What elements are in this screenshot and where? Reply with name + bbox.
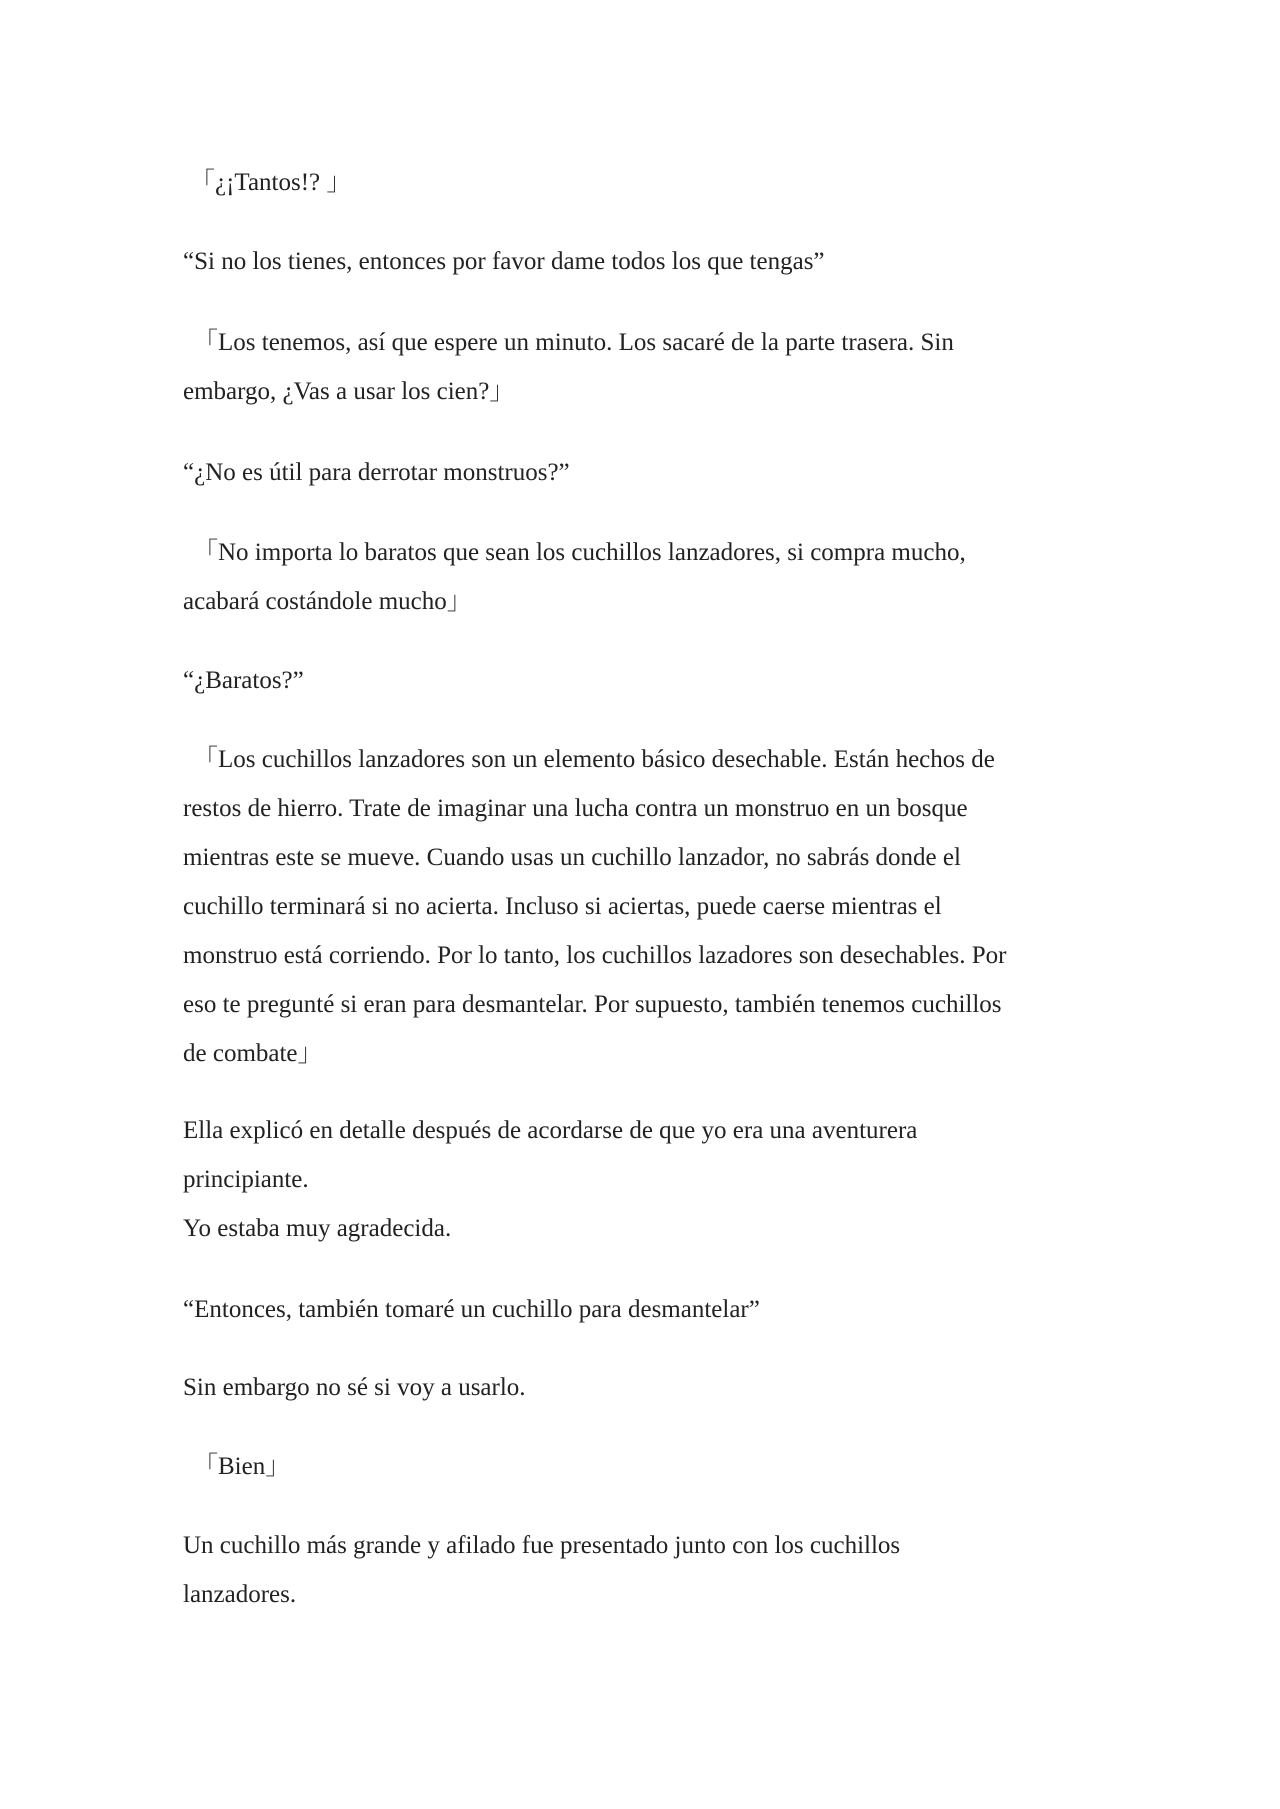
text-line: lanzadores.	[183, 1581, 297, 1608]
text-line: acabará costándole mucho」	[183, 588, 472, 615]
text-line: 「¿¡Tantos!? 」	[190, 169, 352, 196]
text-line: 「Los cuchillos lanzadores son un elemento básico desechable. Están hechos de	[193, 746, 995, 773]
paragraph-10	[183, 1363, 1113, 1412]
text-line: eso te pregunté si eran para desmantelar. Por supuesto, también tenemos cuchillos	[183, 991, 1002, 1018]
paragraph-3	[183, 318, 1123, 416]
text-line: de combate」	[183, 1040, 323, 1067]
text-line: mientras este se mueve. Cuando usas un cuchillo lanzador, no sabrás donde el	[183, 844, 961, 871]
paragraph-9	[183, 1285, 1113, 1334]
paragraph-11	[193, 1442, 1123, 1491]
text-line: Un cuchillo más grande y afilado fue presentado junto con los cuchillos	[183, 1532, 901, 1559]
text-line: “¿Baratos?”	[183, 667, 304, 694]
text-line: restos de hierro. Trate de imaginar una lucha contra un monstruo en un bosque	[183, 795, 968, 822]
text-line: Yo estaba muy agradecida.	[183, 1215, 452, 1242]
text-line: “Entonces, también tomaré un cuchillo para desmantelar”	[183, 1296, 760, 1323]
paragraph-4	[183, 448, 1113, 497]
text-line: cuchillo terminará si no acierta. Incluso si aciertas, puede caerse mientras el	[183, 893, 942, 920]
paragraph-7	[183, 735, 1123, 1078]
text-line: embargo, ¿Vas a usar los cien?」	[183, 378, 515, 405]
text-line: “Si no los tienes, entonces por favor dame todos los que tengas”	[183, 248, 825, 275]
paragraph-1	[190, 158, 1120, 207]
text-line: principiante.	[183, 1166, 309, 1193]
paragraph-2	[183, 237, 1113, 286]
text-line: 「Los tenemos, así que espere un minuto. Los sacaré de la parte trasera. Sin	[193, 329, 954, 356]
text-line: 「Bien」	[193, 1453, 291, 1480]
paragraph-8	[183, 1106, 1113, 1253]
paragraph-6	[183, 656, 1113, 705]
paragraph-12	[183, 1521, 1113, 1619]
text-line: monstruo está corriendo. Por lo tanto, los cuchillos lazadores son desechables. Por	[183, 942, 1007, 969]
text-line: 「No importa lo baratos que sean los cuchillos lanzadores, si compra mucho,	[193, 539, 966, 566]
text-line: “¿No es útil para derrotar monstruos?”	[183, 459, 570, 486]
text-line: Ella explicó en detalle después de acordarse de que yo era una aventurera	[183, 1117, 918, 1144]
paragraph-5	[183, 528, 1123, 626]
text-line: Sin embargo no sé si voy a usarlo.	[183, 1374, 526, 1401]
